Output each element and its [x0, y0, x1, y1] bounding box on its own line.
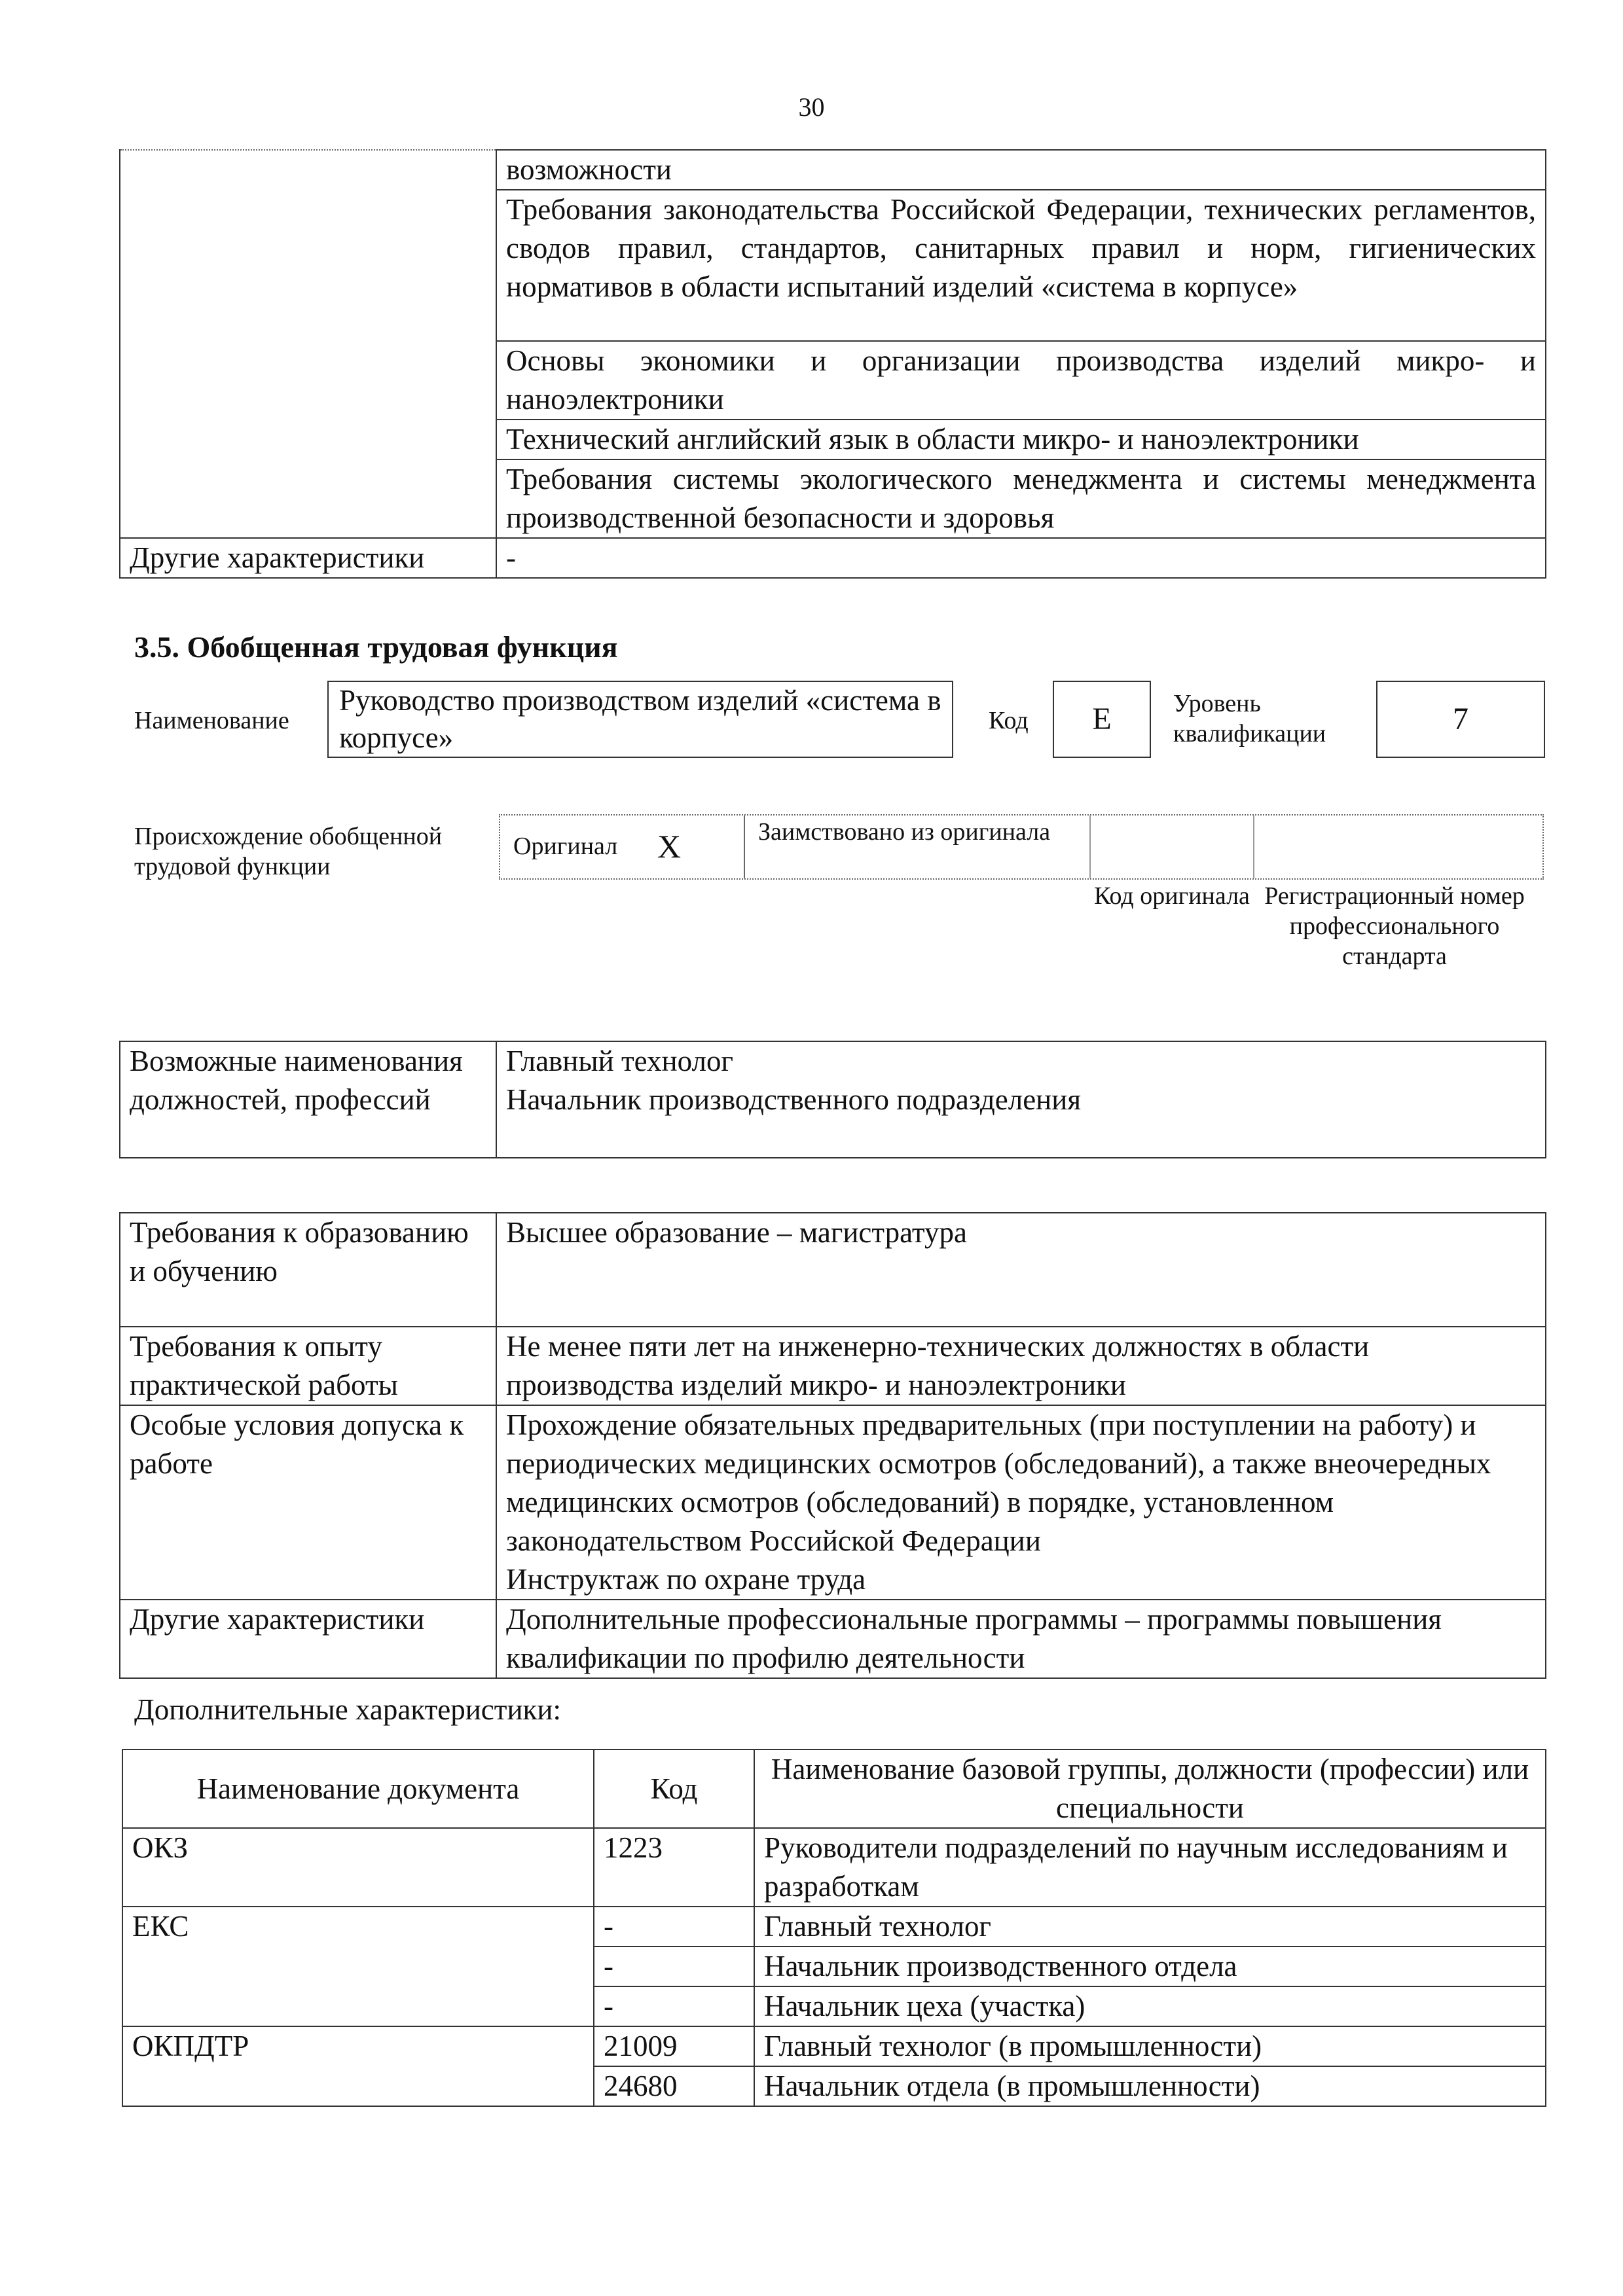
- doc-eks: ЕКС: [122, 1907, 594, 2026]
- level-label: Уровень квалификации: [1173, 690, 1326, 747]
- original-mark: X: [657, 828, 682, 865]
- requirement-text: Прохождение обязательных предварительных (при поступлении на работу) и периодических медицинских осмотров (обследований), а также внеочередных медицинских осмотров (обследований) в порядке, установленном законодательством Российской Федерации: [506, 1408, 1491, 1557]
- page-number: 30: [798, 92, 825, 122]
- requirements-table: [119, 1212, 1546, 1679]
- section-heading: 3.5. Обобщенная трудовая функция: [134, 630, 618, 664]
- empty-label-cell: [120, 150, 496, 538]
- knowledge-row: возможности: [496, 150, 1546, 190]
- header-doc: Наименование документа: [122, 1749, 594, 1828]
- knowledge-row: Основы экономики и организации производства изделий микро- и наноэлектроники: [496, 341, 1546, 420]
- knowledge-table: [119, 149, 1546, 579]
- knowledge-row: Требования системы экологического менеджмента и системы менеджмента производственной безопасности и здоровья: [496, 459, 1546, 538]
- divider: [1253, 816, 1254, 878]
- name-label: Наименование: [134, 707, 289, 734]
- doc-okpdtr: ОКПДТР: [122, 2026, 594, 2106]
- code-value-box: E: [1053, 681, 1151, 758]
- divider: [744, 816, 745, 878]
- name-cell: Руководители подразделений по научным исследованиям и разработкам: [754, 1828, 1546, 1907]
- reg-number-caption: Регистрационный номер профессионального стандарта: [1264, 882, 1525, 970]
- other-characteristics-value: -: [496, 538, 1546, 578]
- requirement-label: Требования к образованию и обучению: [120, 1213, 496, 1327]
- origin-row: [499, 814, 1544, 880]
- code-cell: 21009: [594, 2026, 754, 2066]
- code-original-caption: Код оригинала: [1094, 882, 1250, 910]
- requirement-value: [496, 1405, 1546, 1600]
- positions-values: [496, 1041, 1546, 1158]
- header-name: Наименование базовой группы, должности (профессии) или специальности: [754, 1749, 1546, 1828]
- requirement-label: Особые условия допуска к работе: [120, 1405, 496, 1600]
- code-cell: -: [594, 1986, 754, 2026]
- name-cell: Начальник цеха (участка): [754, 1986, 1546, 2026]
- original-label: Оригинал: [513, 833, 618, 860]
- name-cell: Начальник отдела (в промышленности): [754, 2066, 1546, 2106]
- positions-label: Возможные наименования должностей, профессий: [120, 1041, 496, 1158]
- divider: [1089, 816, 1091, 878]
- requirement-label: Другие характеристики: [120, 1600, 496, 1678]
- borrowed-label: Заимствовано из оригинала: [758, 818, 1051, 846]
- code-cell: 24680: [594, 2066, 754, 2106]
- additional-table: [122, 1749, 1546, 2107]
- other-characteristics-label: Другие характеристики: [120, 538, 496, 578]
- code-label: Код: [989, 707, 1029, 734]
- additional-title: Дополнительные характеристики:: [134, 1693, 561, 1726]
- header-code: Код: [594, 1749, 754, 1828]
- name-cell: Начальник производственного отдела: [754, 1946, 1546, 1986]
- level-value-box: 7: [1376, 681, 1545, 758]
- knowledge-row: Требования законодательства Российской Федерации, технических регламентов, сводов правил, стандартов, санитарных правил и норм, гигиенических нормативов в области испытаний изделий «система в корпусе»: [496, 190, 1546, 341]
- requirement-value: Не менее пяти лет на инженерно-технических должностях в области производства изделий микро- и наноэлектроники: [496, 1327, 1546, 1405]
- code-cell: -: [594, 1907, 754, 1946]
- name-cell: Главный технолог: [754, 1907, 1546, 1946]
- requirement-value: Высшее образование – магистратура: [496, 1213, 1546, 1327]
- position-item: Начальник производственного подразделения: [506, 1083, 1082, 1116]
- requirement-text: Инструктаж по охране труда: [506, 1563, 866, 1596]
- name-cell: Главный технолог (в промышленности): [754, 2026, 1546, 2066]
- code-cell: -: [594, 1946, 754, 1986]
- position-item: Главный технолог: [506, 1045, 733, 1077]
- doc-okz: ОКЗ: [122, 1828, 594, 1907]
- code-cell: 1223: [594, 1828, 754, 1907]
- requirement-value: Дополнительные профессиональные программы – программы повышения квалификации по профилю деятельности: [496, 1600, 1546, 1678]
- function-name-box: Руководство производством изделий «система в корпусе»: [327, 681, 953, 758]
- positions-table: [119, 1041, 1546, 1158]
- origin-label: Происхождение обобщенной трудовой функции: [134, 823, 443, 880]
- knowledge-row: Технический английский язык в области микро- и наноэлектроники: [496, 420, 1546, 459]
- requirement-label: Требования к опыту практической работы: [120, 1327, 496, 1405]
